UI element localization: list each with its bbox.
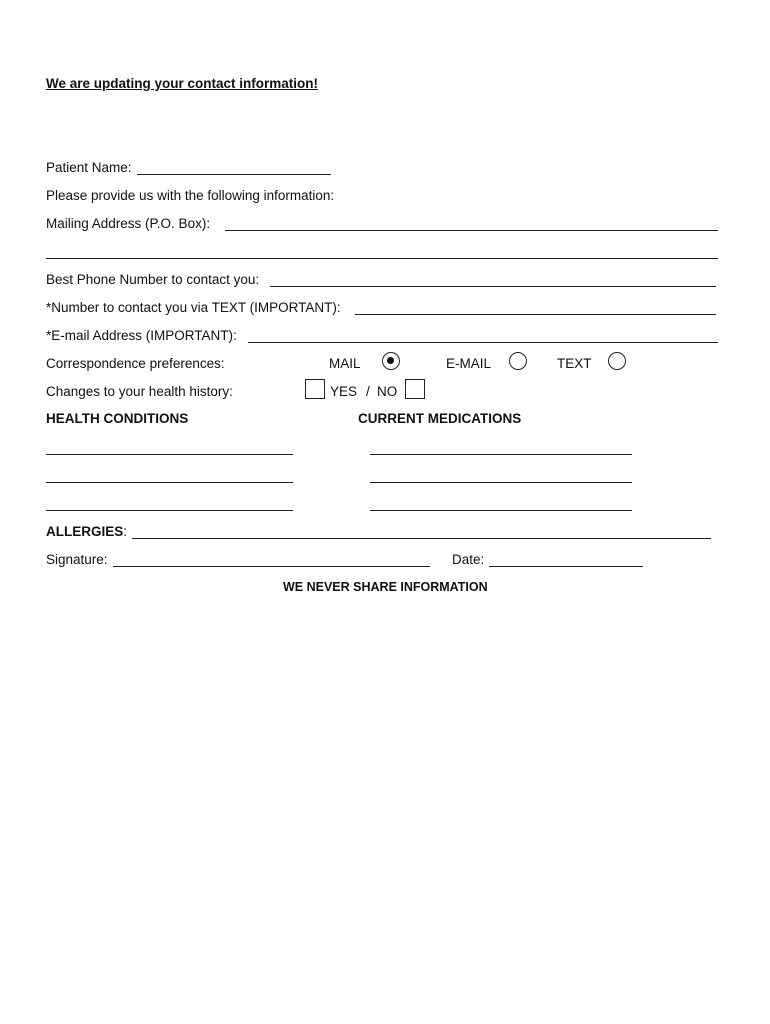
text-radio[interactable] <box>608 352 626 370</box>
current-medications-heading: CURRENT MEDICATIONS <box>358 411 522 426</box>
email-radio[interactable] <box>509 352 527 370</box>
health-conditions-heading: HEALTH CONDITIONS <box>46 411 189 426</box>
yes-label: YES <box>330 384 358 399</box>
radio-selected-dot <box>387 357 394 364</box>
health-history-label: Changes to your health history: <box>46 384 233 399</box>
allergies-colon: : <box>123 524 128 539</box>
mailing-address-field-line2[interactable] <box>46 258 718 259</box>
text-option-label: TEXT <box>557 356 592 371</box>
privacy-notice: WE NEVER SHARE INFORMATION <box>283 580 488 594</box>
no-checkbox[interactable] <box>405 379 425 399</box>
correspondence-label: Correspondence preferences: <box>46 356 225 371</box>
email-field[interactable] <box>248 342 718 343</box>
medication-field-3[interactable] <box>370 510 632 511</box>
health-condition-field-2[interactable] <box>46 482 293 483</box>
signature-label: Signature: <box>46 552 108 567</box>
date-label: Date: <box>452 552 485 567</box>
patient-name-field[interactable] <box>137 174 331 175</box>
email-label: *E-mail Address (IMPORTANT): <box>46 328 237 343</box>
mail-option-label: MAIL <box>329 356 361 371</box>
mailing-address-label: Mailing Address (P.O. Box): <box>46 216 211 231</box>
mailing-address-field[interactable] <box>225 230 718 231</box>
allergies-label: ALLERGIES <box>46 524 124 539</box>
signature-field[interactable] <box>113 566 430 567</box>
allergies-field[interactable] <box>132 538 711 539</box>
mail-radio[interactable] <box>382 352 400 370</box>
text-number-label: *Number to contact you via TEXT (IMPORTANT): <box>46 300 341 315</box>
health-condition-field-1[interactable] <box>46 454 293 455</box>
health-condition-field-3[interactable] <box>46 510 293 511</box>
yes-no-separator: / <box>366 384 370 399</box>
best-phone-field[interactable] <box>270 286 716 287</box>
yes-checkbox[interactable] <box>305 379 325 399</box>
date-field[interactable] <box>489 566 643 567</box>
patient-name-label: Patient Name: <box>46 160 132 175</box>
medication-field-2[interactable] <box>370 482 632 483</box>
instructions-text: Please provide us with the following information: <box>46 188 335 203</box>
text-number-field[interactable] <box>355 314 716 315</box>
form-title: We are updating your contact information! <box>46 76 319 91</box>
no-label: NO <box>377 384 398 399</box>
email-option-label: E-MAIL <box>446 356 492 371</box>
medication-field-1[interactable] <box>370 454 632 455</box>
best-phone-label: Best Phone Number to contact you: <box>46 272 260 287</box>
allergies-label-group <box>46 524 127 540</box>
